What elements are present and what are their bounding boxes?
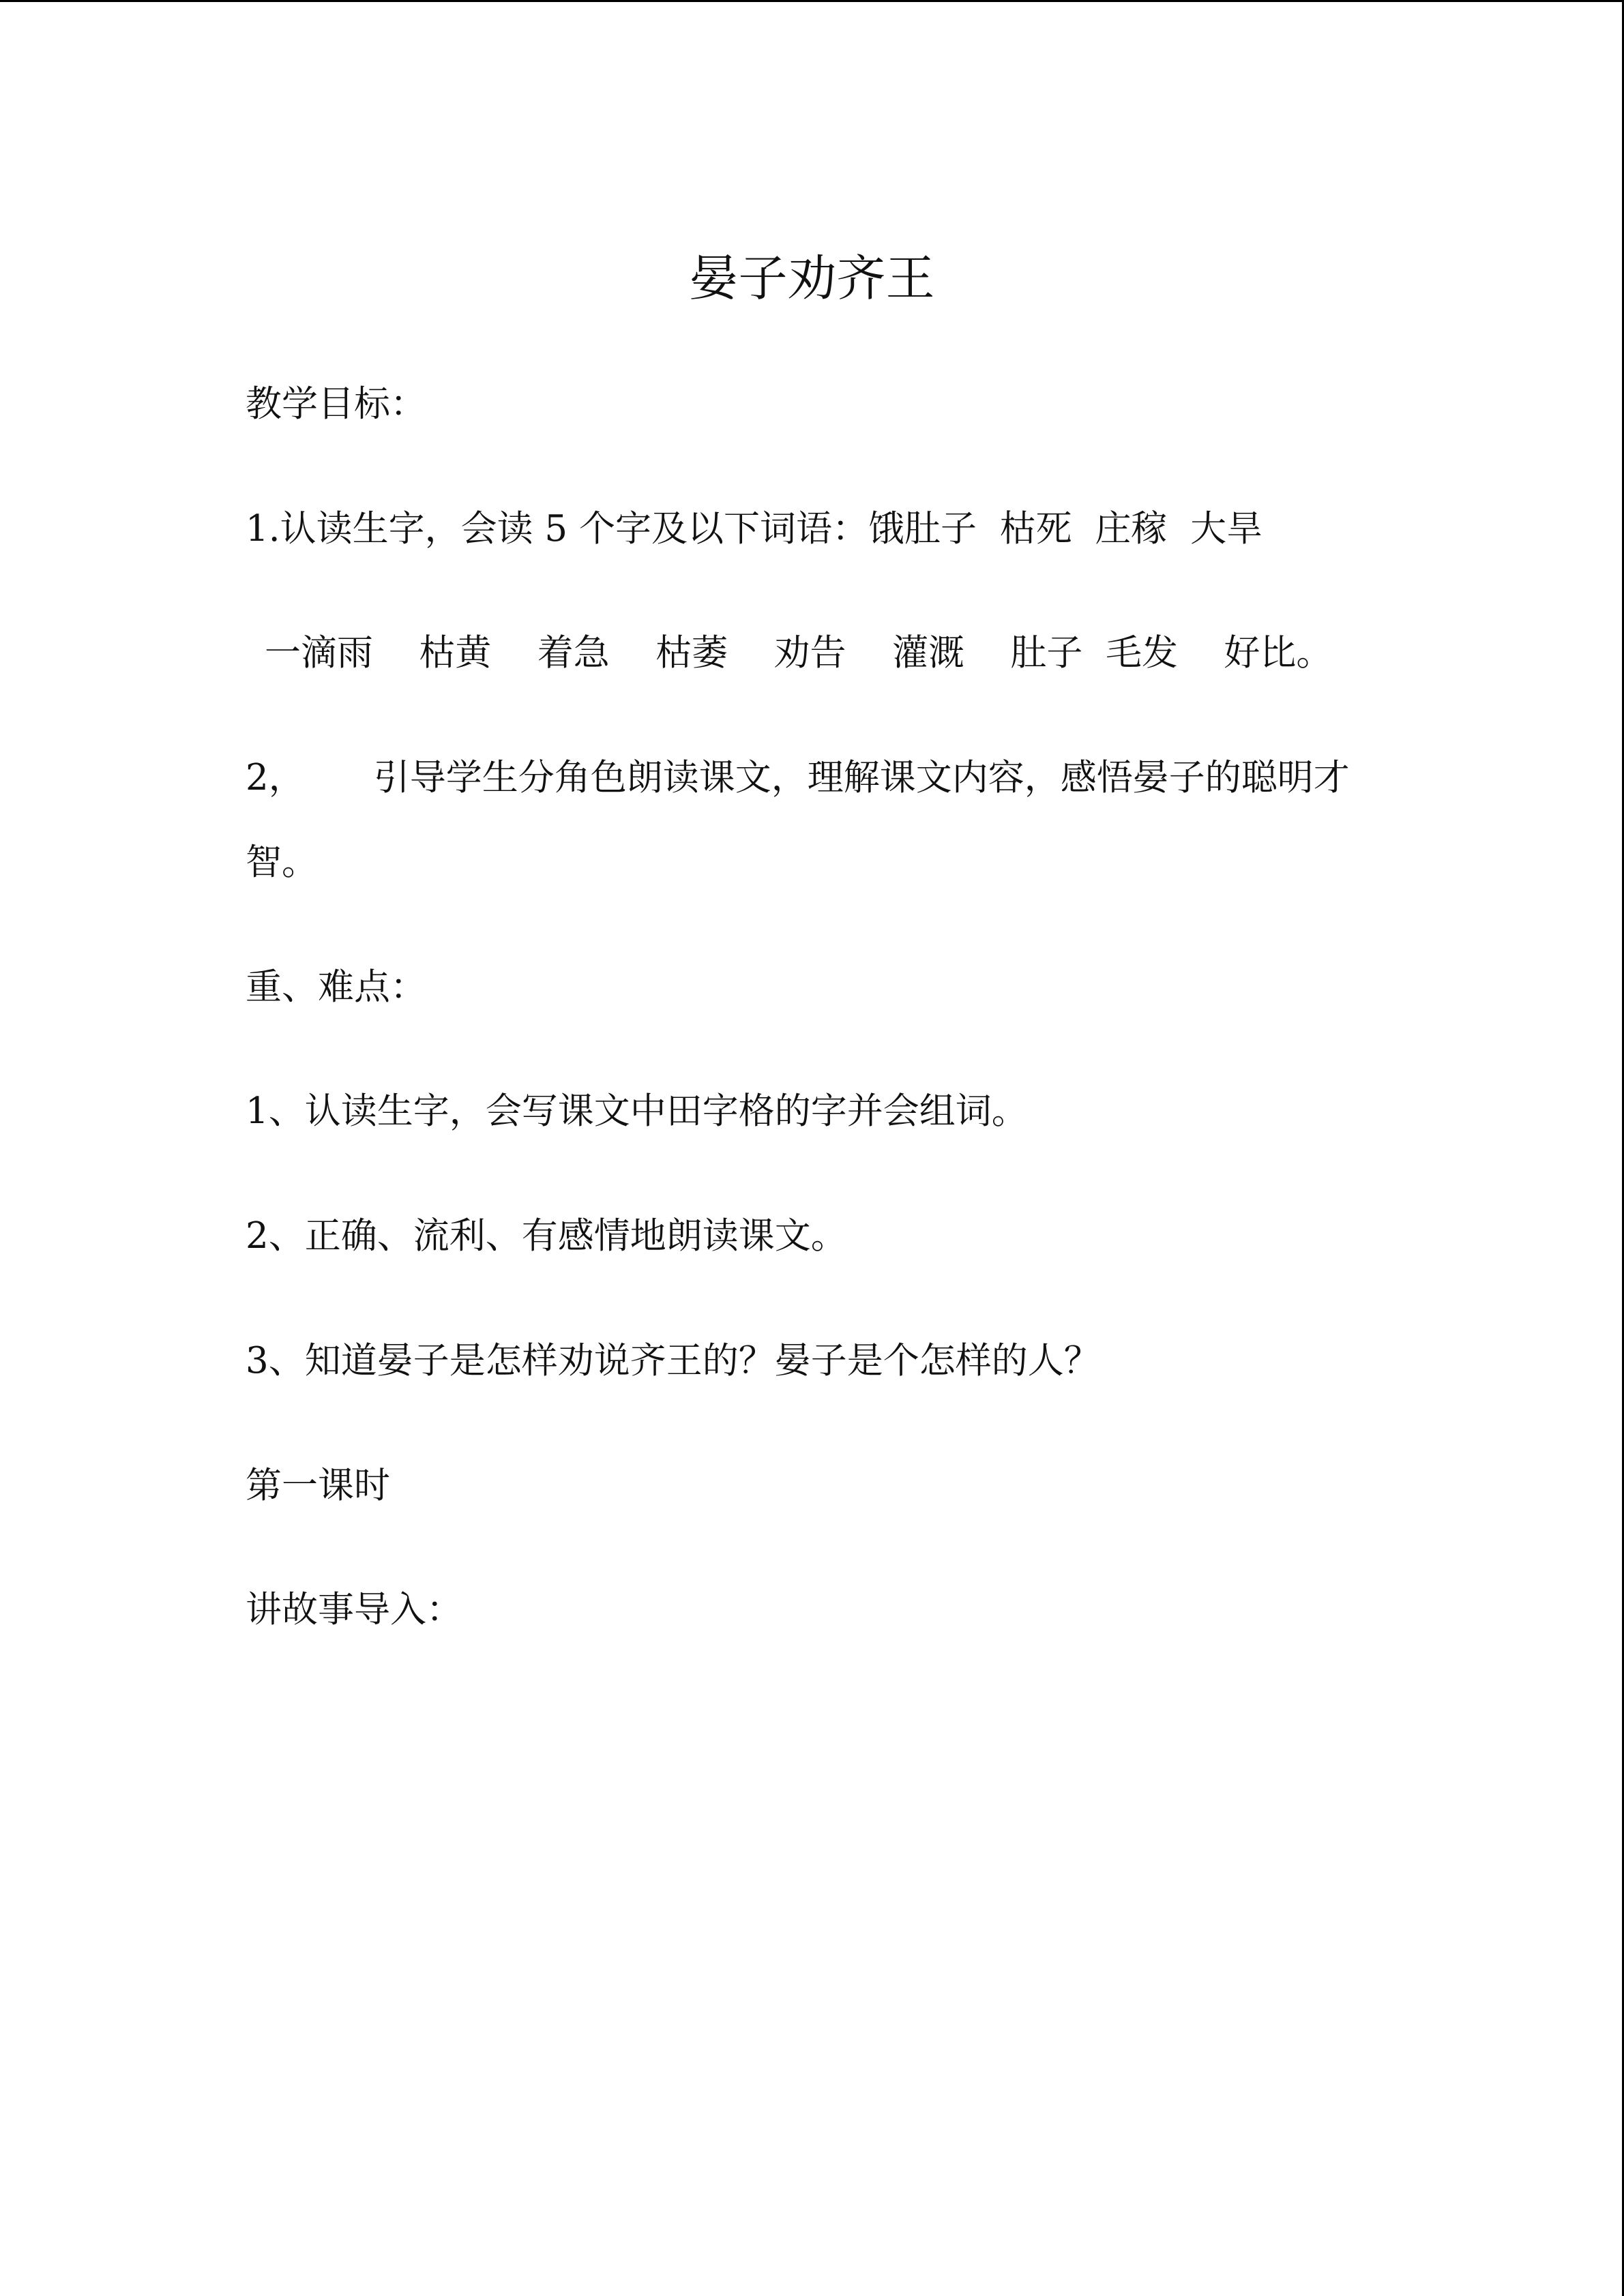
section-heading-key-points: 重、难点：: [246, 966, 426, 1008]
page-title: 晏子劝齐王: [689, 250, 935, 307]
objective-item-2: 2， 引导学生分角色朗读课文，理解课文内容，感悟晏子的聪明才: [246, 757, 1350, 799]
lesson-intro-heading: 讲故事导入：: [246, 1589, 462, 1630]
key-point-item-1: 1、认读生字，会写课文中田字格的字并会组词。: [246, 1090, 1028, 1132]
objective-item-1: 1.认读生字，会读 5 个字及以下词语：饿肚子 枯死 庄稼 大旱: [246, 508, 1263, 550]
section-heading-objectives: 教学目标：: [246, 383, 426, 425]
lesson-heading: 第一课时: [246, 1465, 390, 1506]
key-point-item-2: 2、正确、流利、有感情地朗读课文。: [246, 1215, 847, 1257]
key-point-item-3: 3、知道晏子是怎样劝说齐王的？晏子是个怎样的人？: [246, 1340, 1100, 1382]
vocabulary-list: 一滴雨 枯黄 着急 枯萎 劝告 灌溉 肚子 毛发 好比。: [265, 632, 1333, 674]
objective-item-2-continuation: 智。: [246, 841, 318, 883]
